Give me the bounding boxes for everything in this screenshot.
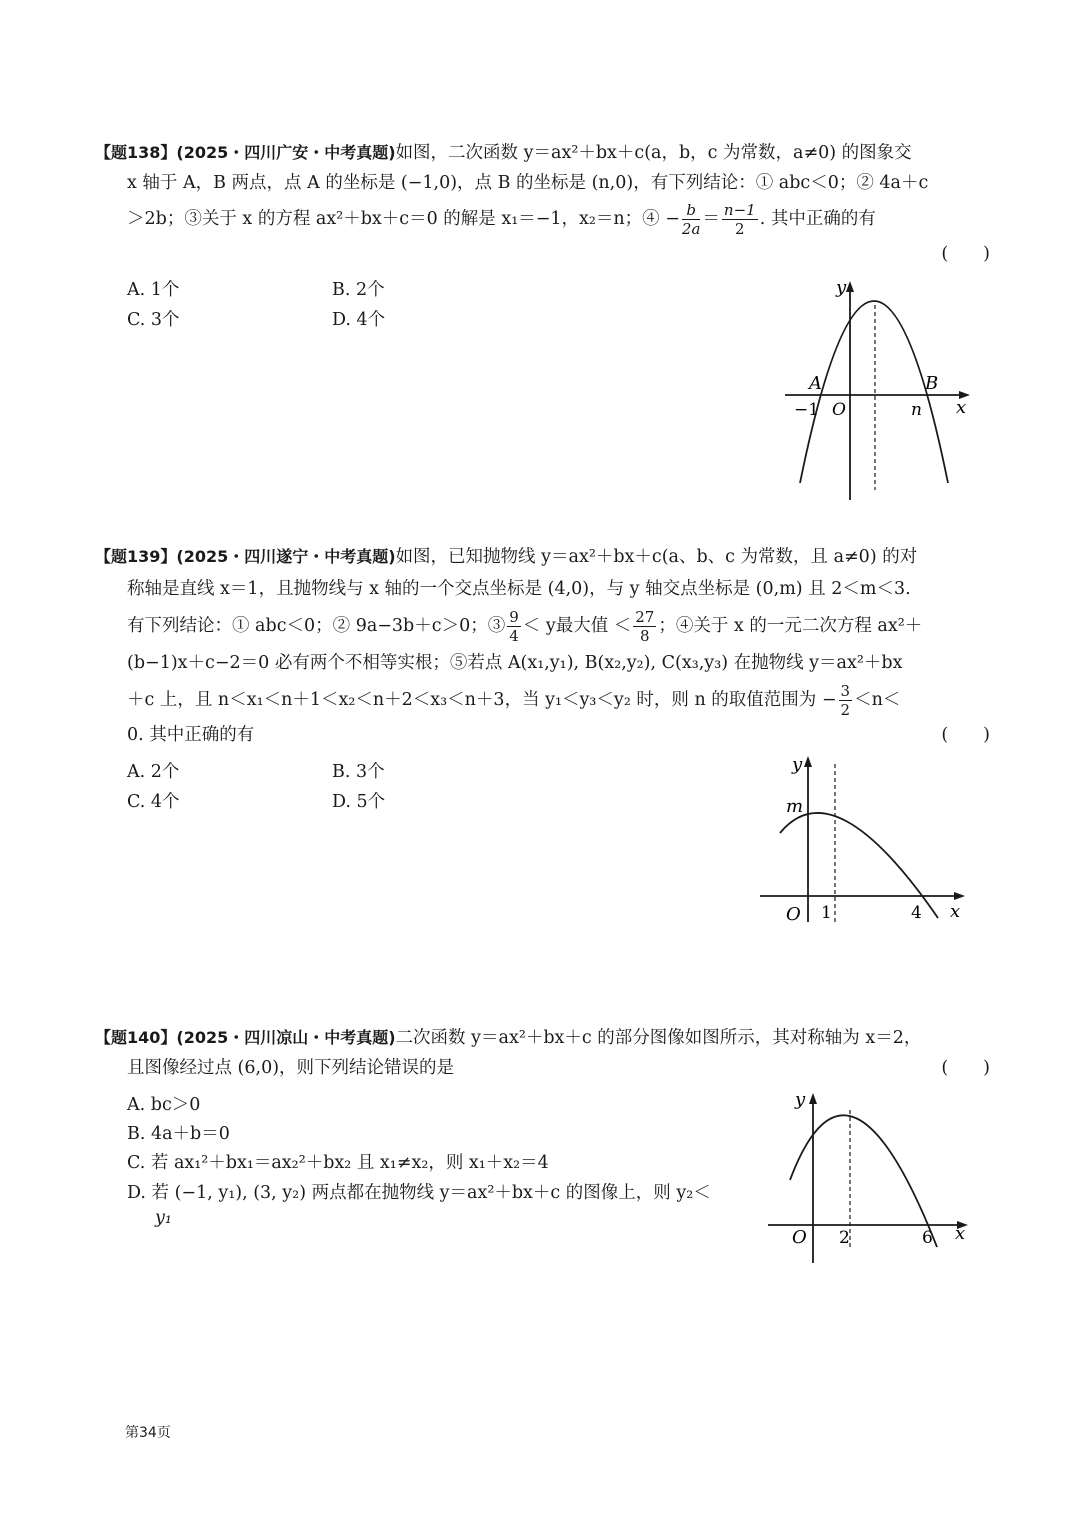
question-138 [95, 137, 990, 270]
question-text-line: 有下列结论：① abc＜0；② 9a−3b＋c＞0；③ [127, 616, 506, 636]
point-a-label: A [809, 373, 822, 394]
y-label: y [792, 754, 803, 775]
x-label: x [956, 397, 967, 418]
option-c[interactable]: C. 4个 [127, 792, 180, 812]
fraction: $\frac{3}{2}$ [840, 682, 851, 719]
option-b[interactable]: B. 2个 [332, 280, 385, 300]
question-text-line: 且图像经过点 (6,0)，则下列结论错误的是 [127, 1058, 455, 1078]
option-a[interactable]: A. bc＞0 [127, 1095, 201, 1115]
option-d[interactable]: D. 4个 [332, 310, 386, 330]
equals-sign: ＝ [702, 209, 720, 229]
two-label: 2 [839, 1228, 850, 1248]
question-text-line: ＜n＜ [854, 690, 901, 710]
y-label: y [836, 277, 847, 298]
option-c[interactable]: C. 3个 [127, 310, 180, 330]
parabola [790, 1115, 937, 1247]
point-b-label: B [925, 373, 939, 394]
x-label: x [950, 901, 961, 922]
origin-label: O [792, 1227, 807, 1248]
option-d-continuation: y₁ [155, 1208, 172, 1228]
question-text-line: ；④关于 x 的一元二次方程 ax²＋ [658, 616, 923, 636]
one-label: 1 [821, 903, 832, 923]
option-c[interactable]: C. 若 ax₁²＋bx₁＝ax₂²＋bx₂ 且 x₁≠x₂，则 x₁＋x₂＝4 [127, 1153, 549, 1173]
question-text-line: 称轴是直线 x＝1，且抛物线与 x 轴的一个交点坐标是 (4,0)，与 y 轴交点坐标是 (0,m) 且 2＜m＜3. [127, 579, 911, 599]
question-tag: 【题138】(2025・四川广安・中考真题) [95, 143, 396, 162]
option-b[interactable]: B. 3个 [332, 762, 385, 782]
question-text-line: 二次函数 y＝ax²＋bx＋c 的部分图像如图所示，其对称轴为 x＝2， [395, 1028, 922, 1048]
fraction: $\frac{9}{4}$ [509, 608, 519, 645]
graph-140 [765, 1085, 980, 1270]
y-axis-arrow-icon [846, 281, 854, 292]
option-d[interactable]: D. 5个 [332, 792, 386, 812]
fraction: $\frac{b}{2a}$ [681, 201, 701, 238]
answer-bracket: ( ) [941, 1058, 990, 1078]
question-139 [95, 541, 990, 751]
graph-138 [780, 275, 980, 505]
six-label: 6 [922, 1228, 933, 1248]
four-label: 4 [911, 903, 922, 923]
option-d[interactable]: D. 若 (−1, y₁), (3, y₂) 两点都在抛物线 y＝ax²＋bx＋c 的图像上，则 y₂＜ [127, 1183, 711, 1203]
question-text-line: x 轴于 A，B 两点，点 A 的坐标是 (−1,0)，点 B 的坐标是 (n,0)，有下列结论：① abc＜0；② 4a＋c [127, 173, 929, 193]
question-tag: 【题140】(2025・四川凉山・中考真题) [95, 1028, 396, 1047]
page-number: 第34页 [125, 1425, 171, 1441]
x-axis-arrow-icon [954, 892, 965, 900]
question-text-line: ＋c 上，且 n＜x₁＜n＋1＜x₂＜n＋2＜x₃＜n＋3，当 y₁＜y₃＜y₂ 时，则 n 的取值范围为 − [127, 690, 837, 710]
option-b[interactable]: B. 4a＋b＝0 [127, 1124, 230, 1144]
n-label: n [911, 400, 922, 420]
question-text-line: 如图，二次函数 y＝ax²＋bx＋c(a，b，c 为常数，a≠0) 的图象交 [395, 143, 912, 163]
y-axis-arrow-icon [809, 1093, 817, 1104]
question-text-line: 0. 其中正确的有 [127, 725, 255, 745]
question-text-line: ＞2b；③关于 x 的方程 ax²＋bx＋c＝0 的解是 x₁＝−1，x₂＝n；④ − [127, 209, 680, 229]
origin-label: O [832, 400, 846, 420]
option-a[interactable]: A. 2个 [127, 762, 180, 782]
question-text-line: 如图，已知抛物线 y＝ax²＋bx＋c(a、b、c 为常数，且 a≠0) 的对 [395, 547, 918, 567]
question-text-line: . 其中正确的有 [759, 209, 876, 229]
y-label: y [795, 1089, 806, 1110]
question-text-line: ＜ y最大值 ＜ [522, 616, 632, 636]
m-label: m [786, 796, 804, 817]
option-a[interactable]: A. 1个 [127, 280, 180, 300]
answer-bracket: ( ) [941, 725, 990, 745]
neg-one-label: −1 [794, 400, 820, 420]
question-140 [95, 1022, 990, 1084]
graph-139 [760, 750, 980, 930]
origin-label: O [786, 904, 801, 925]
question-text-line: (b−1)x＋c−2＝0 必有两个不相等实根；⑤若点 A(x₁,y₁), B(x₂,y₂), C(x₃,y₃) 在抛物线 y＝ax²＋bx [127, 653, 903, 673]
x-label: x [955, 1223, 966, 1244]
question-tag: 【题139】(2025・四川遂宁・中考真题) [95, 547, 396, 566]
fraction: $\frac{27}{8}$ [635, 608, 655, 645]
y-axis-arrow-icon [804, 756, 812, 767]
answer-bracket: ( ) [941, 244, 990, 264]
fraction: $\frac{n-1}{2}$ [723, 201, 756, 238]
